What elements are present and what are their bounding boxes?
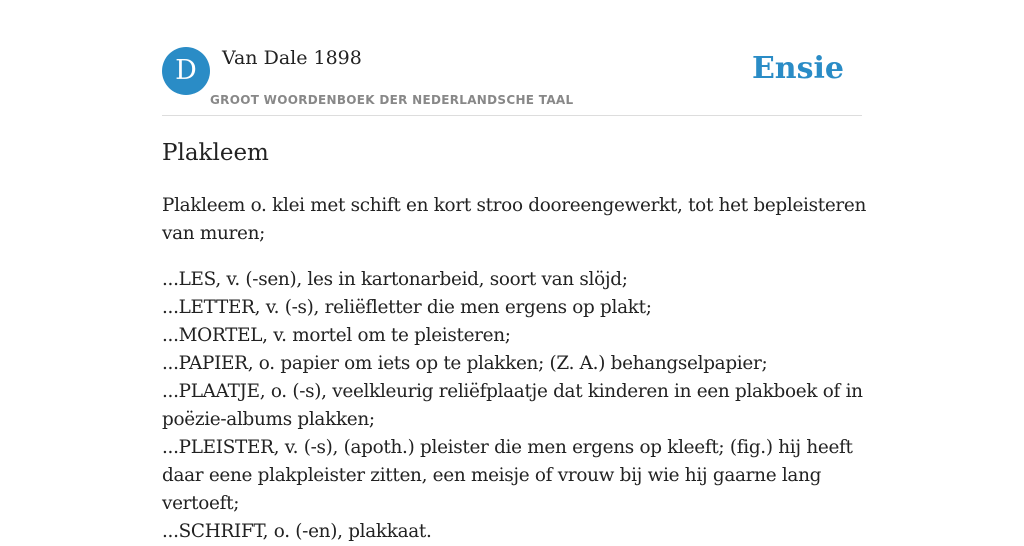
- dictionary-header: [162, 44, 862, 116]
- entry-headword: Plakleem: [162, 140, 269, 166]
- sub-entry-schrift: ...SCHRIFT, o. (-en), plakkaat.: [162, 521, 432, 542]
- sub-entry-pleister: ...PLEISTER, v. (-s), (apoth.) pleister die men ergens op kleeft; (fig.) hij heeft daar eene plakpleister zitten, een meisje of vrouw bij wie hij gaarne lang vertoeft;: [162, 437, 853, 514]
- sub-entry-les: ...LES, v. (-sen), les in kartonarbeid, soort van slöjd;: [162, 269, 628, 290]
- sub-entry-list: [162, 266, 872, 546]
- sub-entry-mortel: ...MORTEL, v. mortel om te pleisteren;: [162, 325, 511, 346]
- dictionary-logo[interactable]: D: [162, 47, 210, 95]
- ensie-brand-link[interactable]: Ensie: [751, 51, 844, 86]
- dictionary-title[interactable]: Van Dale 1898: [222, 47, 362, 69]
- sub-entry-papier: ...PAPIER, o. papier om iets op te plakken; (Z. A.) behangselpapier;: [162, 353, 768, 374]
- sub-entry-letter: ...LETTER, v. (-s), reliëfletter die men ergens op plakt;: [162, 297, 652, 318]
- sub-entry-plaatje: ...PLAATJE, o. (-s), veelkleurig reliëfplaatje dat kinderen in een plakboek of in poëzie-albums plakken;: [162, 381, 863, 430]
- entry-content: [162, 192, 872, 546]
- dictionary-subtitle: GROOT WOORDENBOEK DER NEDERLANDSCHE TAAL: [210, 93, 574, 107]
- entry-definition: Plakleem o. klei met schift en kort stroo dooreengewerkt, tot het bepleisteren van muren;: [162, 195, 867, 244]
